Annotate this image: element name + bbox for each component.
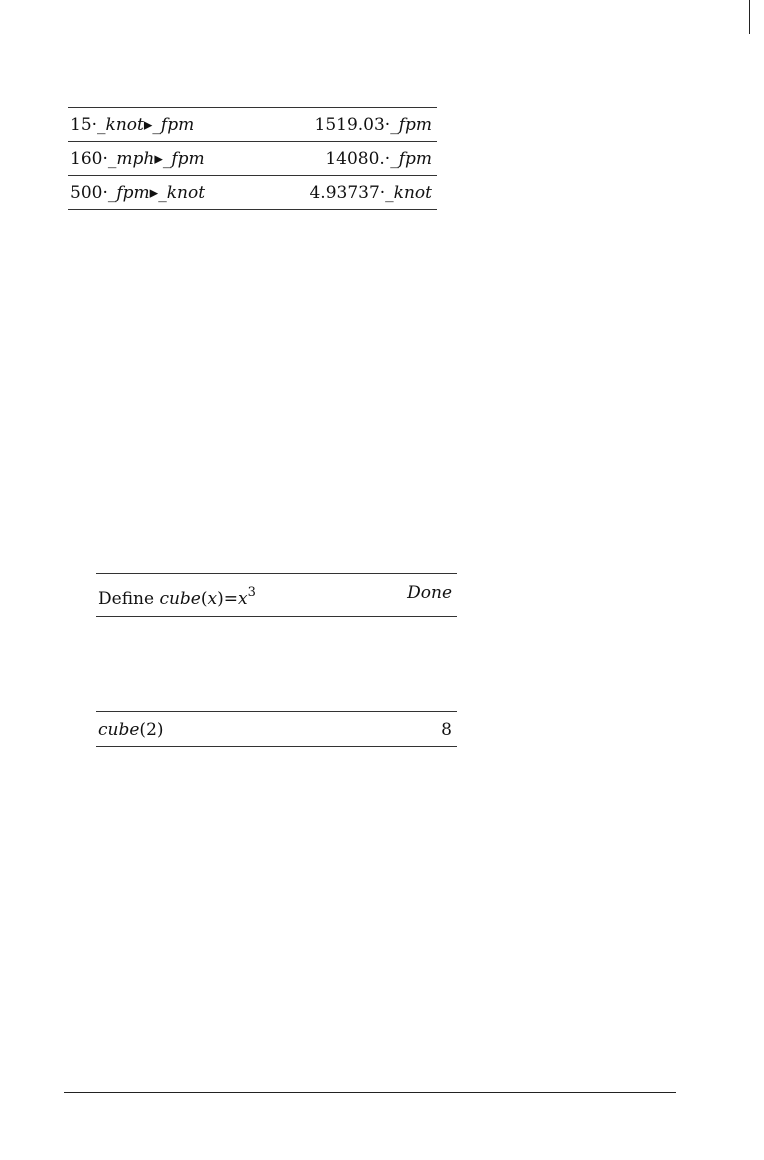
table-row <box>68 142 437 176</box>
define-example-table <box>96 573 457 617</box>
result: 14080.·_fpm <box>325 149 432 169</box>
convert-arrow-icon: ▸ <box>149 183 159 203</box>
unit-conversion-table <box>68 107 437 210</box>
result: Done <box>407 583 452 603</box>
result: 8 <box>441 720 452 740</box>
result: 1519.03·_fpm <box>314 115 432 135</box>
page-corner-line <box>749 0 750 34</box>
table-row <box>68 176 437 210</box>
expression: Define $cube(x)=x^3$ <box>98 585 256 609</box>
result: 4.93737·_knot <box>309 183 432 203</box>
expression: 15·_knot▸_fpm <box>70 115 195 135</box>
footer-rule <box>64 1092 676 1093</box>
call-example-table <box>96 711 457 747</box>
convert-arrow-icon: ▸ <box>154 149 163 169</box>
table-row <box>68 108 437 142</box>
expression: 160·_mph▸_fpm <box>70 149 205 169</box>
table-row <box>96 574 457 617</box>
expression: cube(2) <box>98 720 164 740</box>
convert-arrow-icon: ▸ <box>143 115 153 135</box>
expression: 500·_fpm▸_knot <box>70 183 206 203</box>
table-row <box>96 712 457 747</box>
